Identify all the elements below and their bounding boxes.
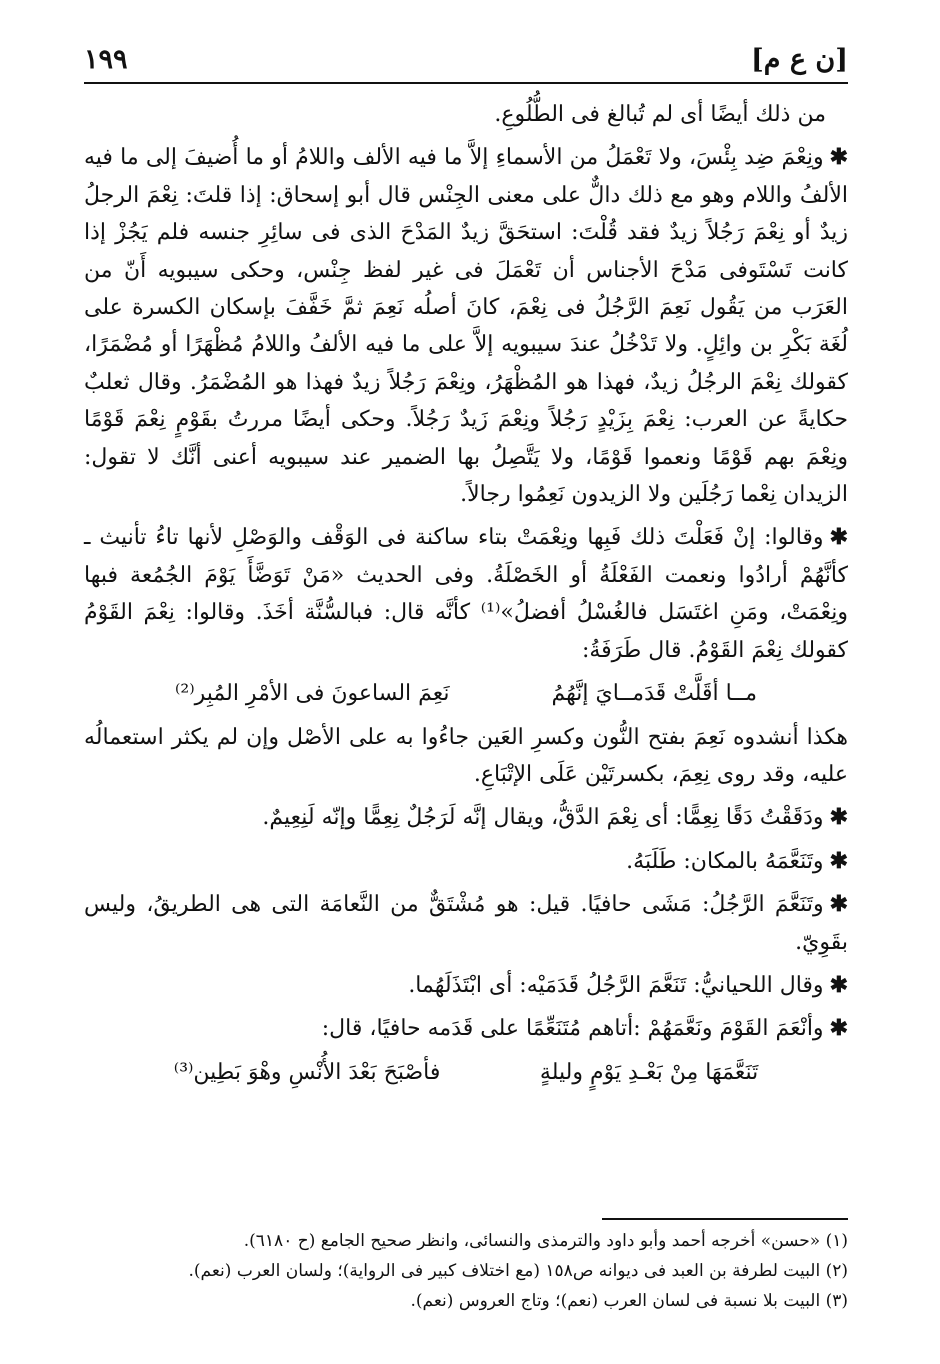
entry-star-icon: ✱: [829, 971, 848, 998]
entry-text: وتَنَعَّمَ الرَّجُلُ: مَشَى حافيًا. قيل: هو مُشْتَقٌّ من النَّعامَة التى هى الطريقُ، وليس بقَوِيّ.: [84, 892, 848, 955]
footnote-2: (٢) البيت لطرفة بن العبد فى ديوانه ص١٥٨ (مع اختلاف كبير فى الرواية)؛ ولسان العرب (نعم).: [188, 1261, 848, 1281]
entry-star-icon: ✱: [829, 847, 848, 874]
footnote-divider: [602, 1218, 848, 1220]
entry-text: وتَنَعَّمَهُ بالمكان: طَلَبَهُ.: [626, 848, 824, 874]
footnote-1: (١) «حسن» أخرجه أحمد وأبو داود والترمذى والنسائى، وانظر صحيح الجامع (ح ٦١٨٠).: [243, 1231, 848, 1251]
entry-paragraph: [84, 1010, 848, 1047]
entry-text: وقال اللحيانيُّ: تَنَعَّمَ الرَّجُلُ قَدَمَيْه: أى ابْتَذَلَهُما.: [408, 972, 824, 998]
footnotes: [84, 1226, 848, 1316]
entry-paragraph: [84, 886, 848, 961]
entry-text: وقالوا: إنْ فَعَلْتَ ذلك فَبِها ونِعْمَتْ بتاء ساكنة فى الوَقْف والوَصْلِ لأنها تاءُ تأنيث ـ كأنَّهُمْ أرادُوا ونعمت الفَعْلَةُ أو الخَصْلَةُ. وفى الحديث «مَنْ تَوَضَّأَ يَوْمَ الجُمُعة فبها ونِعْمَتْ، ومَنِ اغتَسَل فالغُسْلُ أفضلُ»⁽¹⁾ كأنَّه قال: فبالسُّنَّة أخَذَ. وقالوا: نِعْمَ القَوْمُ كقولك نِعْمَ القَوْمُ. قال طَرَفَةُ:: [84, 525, 848, 663]
entry-text: ونِعْمَ ضِد بِئْسَ، ولا تَعْمَلُ من الأسماءِ إلاَّ ما فيه الألف واللامُ أو ما أُضيفَ إلى ما فيه الألفُ واللام وهو مع ذلك دالٌّ على معنى الجِنْس قال أبو إسحاق: إذا قلتَ: نِعْمَ الرجلُ زيدٌ أو نِعْمَ رَجُلاً زيدٌ فقد قُلْتَ: استحَقَّ زيدٌ المَدْحَ الذى فى سائِرِ جنسه فلم يَجُزْ إذا كانت تَسْتَوفى مَدْحَ الأجناس أن تَعْمَلَ فى غير لفظ جِنْس، وحكى سيبويه أَنّ من العَرَب من يَقُول نَعِمَ الرَّجُلُ فى نِعْمَ، كانَ أصلُه نَعِمَ ثمَّ خَفَّفَ بإسكان الكسرة على لُغَة بَكْرِ بن وائِلٍ. ولا تَدْخُلُ عندَ سيبويه إلاَّ على ما فيه الألفُ واللامُ مُظْهَرًا أو مُضْمَرًا، كقولك نِعْمَ الرجُلُ زيدٌ، فهذا هو المُظْهَرُ، ونِعْمَ رَجُلاً زيدٌ فهذا هو المُضْمَرُ. وقال ثعلبٌ حكايةً عن العرب: نِعْمَ بِزَيْدٍ رَجُلاً ونِعْمَ زَيدٌ رَجُلاً. وحكى أيضًا مررتُ بقَوْمٍ نِعْمَ قَوْمًا ونِعْمَ بهم قَوْمًا ونعموا قَوْمًا، ولا يَتَّصِلُ بها الضمير عند سيبويه أعنى أنَّك لا تقول: الزيدان نِعْما رَجُلَين ولا الزيدون نَعِمُوا رجالاً.: [84, 145, 848, 508]
entry-paragraph: [84, 967, 848, 1004]
entry-star-icon: ✱: [829, 524, 848, 551]
entry-paragraph: [84, 519, 848, 669]
root-heading: [ن ع م]: [750, 44, 848, 75]
entry-paragraph: [84, 843, 848, 880]
paragraph-continuation: من ذلك أيضًا أى لم تُبالغ فى الطُّلُوعِ.: [494, 102, 826, 127]
poetry-verse: [84, 1054, 848, 1091]
entry-star-icon: ✱: [829, 144, 849, 171]
entry-star-icon: ✱: [829, 804, 848, 831]
verse-first-hemistich: تَنَعَّمَهَا مِنْ بَعْـدِ يَوْمٍ وليلةٍ: [539, 1059, 759, 1085]
entry-paragraph: [84, 139, 848, 513]
entry-star-icon: ✱: [829, 1015, 848, 1042]
page-header: [84, 42, 848, 84]
page-number: ١٩٩: [84, 44, 128, 75]
entry-star-icon: ✱: [829, 891, 848, 918]
entry-text: وأنْعَمَ القَوْمَ ونَعَّمَهُمْ :أتاهم مُتَنَعِّمًا على قَدَمه حافيًا، قال:: [321, 1016, 824, 1042]
entry-paragraph: [84, 799, 848, 836]
verse-second-hemistich: نَعِمَ الساعونَ فى الأمْرِ المُبِر⁽²⁾: [174, 681, 450, 707]
poetry-verse: [84, 675, 848, 712]
entry-text: ودَقَقْتُ دَقًا نِعِمًّا: أى نِعْمَ الدَّقُّ، ويقال إنَّه لَرَجُلٌ نِعِمًّا وإنّه لَنِعِيمٌ.: [262, 805, 824, 831]
main-text: [84, 96, 848, 1097]
footnote-3: (٣) البيت بلا نسبة فى لسان العرب (نعم)؛ وتاج العروس (نعم).: [410, 1291, 848, 1311]
verse-second-hemistich: فأصْبَحَ بَعْدَ الأُنْسِ وهْوَ بَطِين⁽³⁾: [173, 1059, 441, 1085]
paragraph: هكذا أنشدوه نَعِمَ بفتح النُّون وكسرِ العَين جاءُوا به على الأصْل وإن لم يكثر استعمالُه عليه، وقد روى نِعِمَ، بكسرتَيْن عَلَى الإتْبَاعِ.: [84, 724, 848, 787]
verse-first-hemistich: مــا أقَلَّتْ قَدَمــايَ إنَّهُمُ: [551, 681, 758, 707]
